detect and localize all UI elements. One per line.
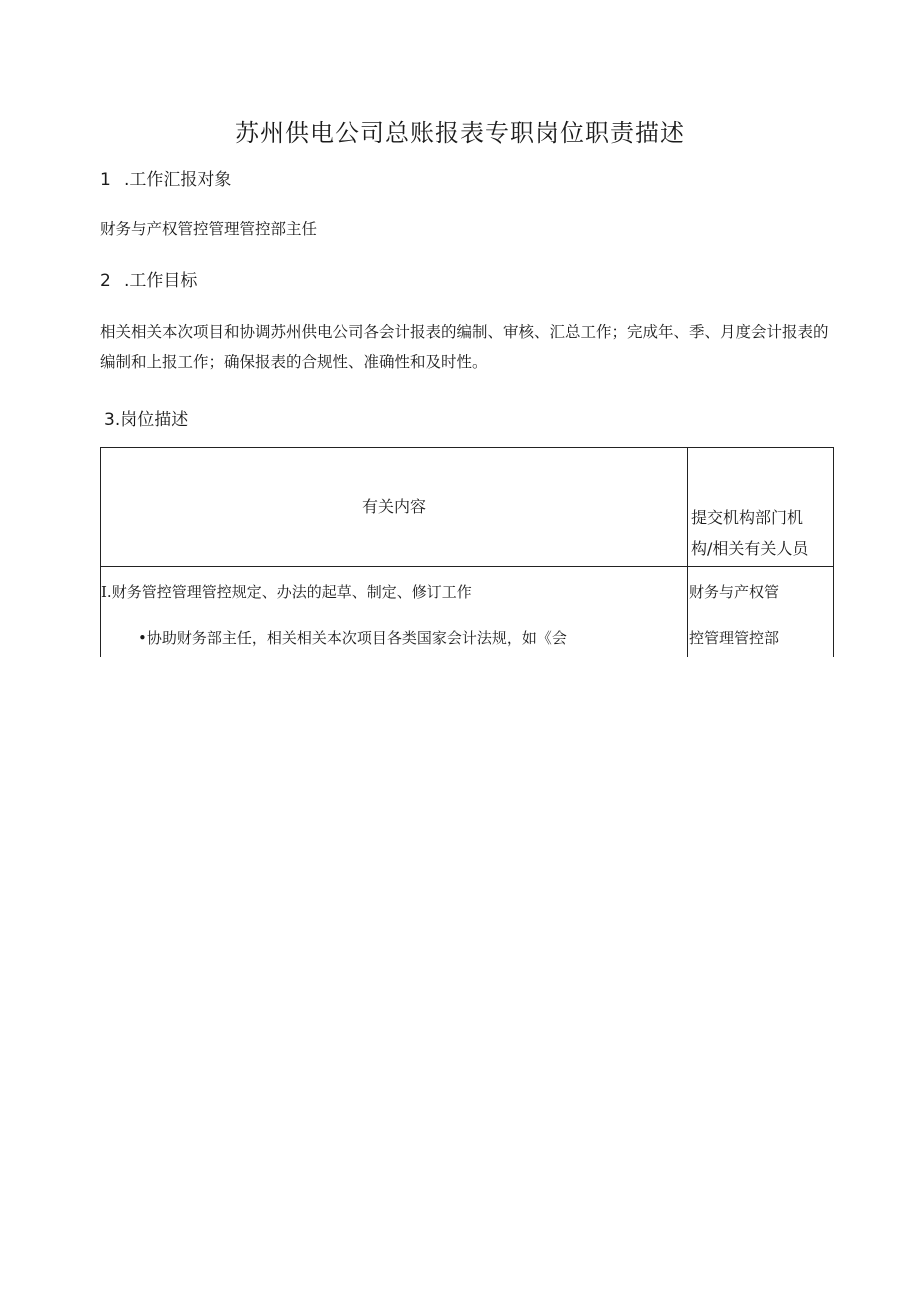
table-header-content: 有关内容 [361, 497, 426, 516]
duty-table [100, 447, 834, 657]
table-row-content-line1: I.财务管控管理管控规定、办法的起草、制定、修订工作 [101, 583, 472, 601]
document-title: 苏州供电公司总账报表专职岗位职责描述 [235, 119, 685, 147]
section-2-heading [100, 269, 197, 293]
section-2-number: 2 [100, 271, 111, 291]
table-row-content-line2: •协助财务部主任，相关相关本次项目各类国家会计法规，如《会 [138, 629, 567, 647]
section-1-number: 1 [100, 170, 111, 190]
section-1-title: .工作汇报对象 [124, 170, 232, 190]
table-header-divider [101, 566, 833, 567]
section-1-body: 财务与产权管控管理管控部主任 [100, 220, 318, 238]
table-header-dept-line2: 构/相关有关人员 [691, 539, 809, 558]
table-row-dept-line2: 控管理管控部 [689, 629, 780, 647]
section-2-title: .工作目标 [124, 271, 198, 291]
table-row-dept-line1: 财务与产权管 [689, 583, 780, 601]
table-header-dept [691, 502, 831, 564]
table-header-dept-line1: 提交机构部门机 [691, 508, 804, 527]
table-column-divider [687, 448, 688, 657]
section-3-heading: 3.岗位描述 [104, 410, 189, 430]
section-1-heading [100, 168, 231, 192]
section-2-body: 相关相关本次项目和协调苏州供电公司各会计报表的编制、审核、汇总工作；完成年、季、月度会计报表的编制和上报工作；确保报表的合规性、准确性和及时性。 [100, 323, 829, 371]
